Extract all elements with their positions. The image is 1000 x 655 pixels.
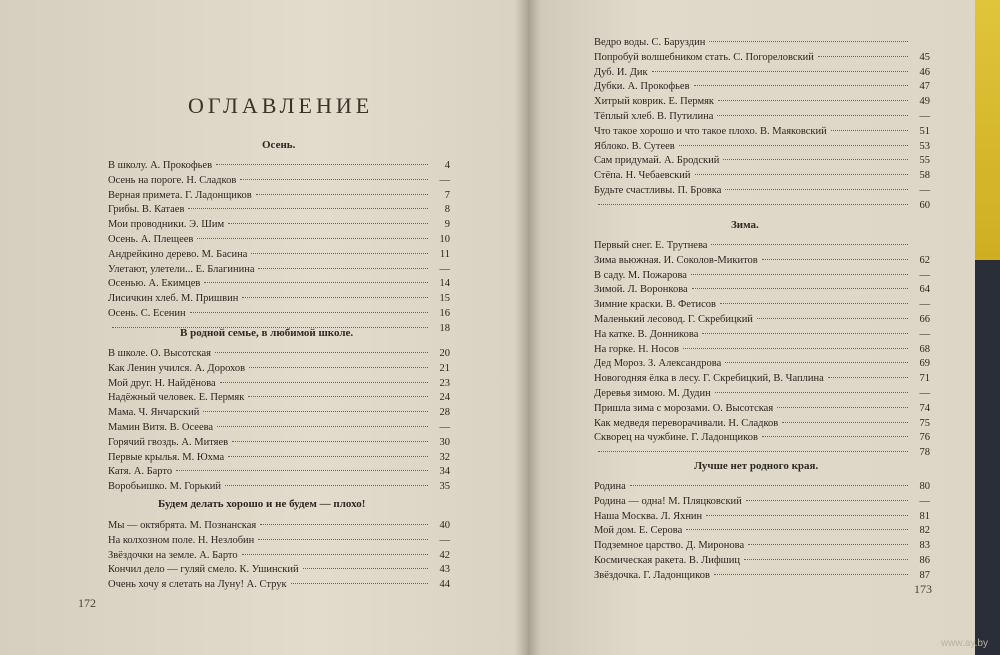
toc-entry-page: 86 (919, 554, 930, 566)
dot-leader (720, 303, 908, 304)
toc-entry-title: Будьте счастливы. П. Бровка (594, 184, 722, 196)
toc-entry (108, 465, 450, 480)
toc-entry-title: Мой друг. Н. Найдёнова (108, 377, 216, 389)
watermark: www.ay.by (940, 638, 988, 649)
toc-entry-title: Улетают, улетели... Е. Благинина (108, 263, 255, 275)
dot-leader (188, 208, 428, 209)
toc-entry-page: 8 (444, 204, 450, 216)
toc-entry (108, 436, 450, 451)
toc-entry (594, 446, 930, 461)
dot-leader (694, 85, 908, 86)
toc-entry (108, 203, 450, 218)
toc-entry-page: — (919, 299, 930, 311)
toc-entry (594, 387, 930, 402)
toc-entry-page: 74 (919, 402, 930, 414)
toc-list-do-good (108, 519, 450, 593)
toc-entry (108, 391, 450, 406)
toc-entry (594, 313, 930, 328)
book-gutter (515, 0, 541, 655)
toc-entry-page: 81 (919, 510, 930, 522)
dot-leader (679, 145, 908, 146)
toc-entry-page: 11 (439, 248, 450, 260)
dot-leader (762, 436, 908, 437)
toc-entry-page: 10 (439, 233, 450, 245)
toc-entry-title: Мамин Витя. В. Осеева (108, 421, 214, 433)
toc-entry-page: 64 (919, 284, 930, 296)
dot-leader (702, 333, 908, 334)
dot-leader (715, 392, 908, 393)
toc-entry-page: 14 (439, 278, 450, 290)
toc-entry (108, 189, 450, 204)
toc-entry (108, 563, 450, 578)
dot-leader (190, 312, 428, 313)
dot-leader (215, 352, 428, 353)
toc-entry-page: — (439, 263, 450, 275)
toc-entry (108, 159, 450, 174)
toc-entry-title: Верная примета. Г. Ладонщиков (108, 189, 252, 201)
toc-entry-page: 35 (439, 481, 450, 493)
toc-entry (108, 233, 450, 248)
toc-entry-page: 42 (439, 549, 450, 561)
dot-leader (216, 164, 428, 165)
toc-entry-title: В школу. А. Прокофьев (108, 160, 213, 171)
toc-entry-page: — (919, 328, 930, 340)
dot-leader (692, 288, 908, 289)
dot-leader (176, 470, 428, 471)
section-heading-family-school: В родной семье, в любимой школе. (180, 327, 354, 339)
dot-leader (683, 348, 908, 349)
toc-entry-page: 20 (439, 348, 450, 359)
dot-leader (225, 485, 428, 486)
toc-list-native-land (594, 480, 930, 584)
dot-leader (256, 194, 428, 195)
toc-entry-page: 62 (919, 254, 930, 266)
dot-leader (725, 362, 908, 363)
dot-leader (695, 174, 908, 175)
toc-entry-title: Андрейкино дерево. М. Басина (108, 248, 248, 260)
toc-entry (594, 51, 930, 66)
toc-entry (108, 578, 450, 593)
toc-entry (594, 80, 930, 95)
toc-entry-title: Мои проводники. Э. Шим (108, 219, 225, 231)
toc-entry-title: Попробуй волшебником стать. С. Погореловский (594, 51, 814, 63)
toc-entry-title: Надёжный человек. Е. Пермяк (108, 392, 245, 404)
toc-entry-page: 46 (919, 66, 930, 78)
dot-leader (757, 318, 908, 319)
toc-entry-title: Первый снег. Е. Трутнева (594, 240, 708, 251)
toc-entry (108, 218, 450, 233)
dot-leader (630, 485, 908, 486)
dot-leader (291, 583, 428, 584)
dot-leader (249, 367, 428, 368)
toc-entry-page: 76 (919, 432, 930, 444)
toc-entry-title: Воробьишко. М. Горький (108, 481, 222, 493)
toc-entry (594, 110, 930, 125)
toc-entry-title: Катя. А. Барто (108, 466, 173, 478)
dot-leader (706, 515, 908, 516)
toc-entry-title: Зимой. Л. Воронкова (594, 284, 688, 296)
toc-entry-title: Как Ленин учился. А. Дорохов (108, 362, 246, 374)
toc-entry (108, 451, 450, 466)
dot-leader (228, 223, 428, 224)
dot-leader (652, 71, 908, 72)
toc-entry (594, 431, 930, 446)
toc-entry (594, 417, 930, 432)
toc-entry-title: На горке. Н. Носов (594, 343, 679, 355)
toc-entry-title: Стёпа. Н. Чебаевский (594, 170, 691, 182)
toc-entry-page: 55 (919, 155, 930, 167)
toc-entry-title: В саду. М. Пожарова (594, 269, 687, 281)
toc-entry (594, 154, 930, 169)
toc-entry-title: Осень на пороге. Н. Сладков (108, 174, 237, 186)
toc-entry-title: Что такое хорошо и что такое плохо. В. Маяковский (594, 125, 827, 137)
toc-entry-page: — (919, 269, 930, 281)
toc-entry-page: 53 (919, 140, 930, 152)
toc-entry-title: Как медведя переворачивали. Н. Сладков (594, 417, 779, 429)
dot-leader (714, 574, 908, 575)
toc-entry-title: Дуб. И. Дик (594, 66, 648, 78)
toc-entry (108, 519, 450, 534)
page-title: ОГЛАВЛЕНИЕ (188, 93, 374, 118)
toc-entry-page: 58 (919, 170, 930, 182)
toc-entry-page: 80 (919, 481, 930, 492)
toc-entry-page: 16 (439, 307, 450, 319)
toc-entry-page: 71 (919, 373, 930, 385)
dot-leader (762, 259, 908, 260)
dot-leader (725, 189, 908, 190)
toc-entry-page: 45 (919, 51, 930, 63)
toc-entry (594, 199, 930, 214)
toc-entry-page: 47 (919, 81, 930, 93)
toc-entry (108, 421, 450, 436)
toc-entry-title: Мама. Ч. Янчарский (108, 407, 200, 419)
toc-entry (594, 254, 930, 269)
dot-leader (260, 524, 428, 525)
toc-entry-title: Подземное царство. Д. Миронова (594, 540, 745, 552)
toc-entry-title: Осень. А. Плещеев (108, 233, 194, 245)
toc-entry-page: 75 (919, 417, 930, 429)
dot-leader (598, 451, 908, 452)
toc-entry-title: Очень хочу я слетать на Луну! А. Струк (108, 579, 287, 591)
dot-leader (818, 56, 908, 57)
toc-entry (108, 263, 450, 278)
toc-entry-page: — (919, 110, 930, 122)
toc-entry (594, 95, 930, 110)
dot-leader (228, 456, 428, 457)
toc-entry-page: 7 (444, 189, 450, 201)
dot-leader (691, 274, 908, 275)
toc-entry-title: Мой дом. Е. Серова (594, 525, 683, 537)
toc-entry-title: Горячий гвоздь. А. Митяев (108, 436, 229, 448)
toc-entry (594, 357, 930, 372)
toc-entry (594, 283, 930, 298)
toc-entry (594, 239, 930, 254)
toc-entry-title: Сам придумай. А. Бродский (594, 155, 720, 167)
dot-leader (777, 407, 908, 408)
dot-leader (717, 115, 908, 116)
toc-entry (108, 277, 450, 292)
section-heading-winter: Зима. (731, 219, 759, 231)
toc-entry-title: Хитрый коврик. Е. Пермяк (594, 96, 715, 108)
dot-leader (220, 382, 428, 383)
toc-entry (594, 169, 930, 184)
toc-entry-page: 51 (919, 125, 930, 137)
dot-leader (303, 568, 428, 569)
dot-leader (686, 529, 908, 530)
toc-entry-title: Мы — октябрята. М. Познанская (108, 520, 257, 531)
toc-entry (594, 343, 930, 358)
toc-entry (594, 184, 930, 199)
dot-leader (718, 100, 908, 101)
toc-entry-title: Зима вьюжная. И. Соколов-Микитов (594, 254, 758, 266)
toc-entry-title: Звёздочки на земле. А. Барто (108, 549, 238, 561)
toc-entry-title: На колхозном поле. Н. Незлобин (108, 534, 255, 546)
toc-entry-title: Зимние краски. В. Фетисов (594, 299, 716, 311)
toc-entry-title: Грибы. В. Катаев (108, 204, 185, 216)
section-heading-do-good: Будем делать хорошо и не будем — плохо! (158, 498, 366, 510)
dot-leader (204, 282, 428, 283)
toc-entry (594, 480, 930, 495)
toc-entry (108, 377, 450, 392)
dot-leader (232, 441, 428, 442)
toc-entry-page: 4 (444, 160, 450, 171)
toc-entry-page: 9 (444, 219, 450, 231)
toc-entry-title: В школе. О. Высотская (108, 348, 212, 359)
toc-entry-page: 66 (919, 313, 930, 325)
page-number-left: 172 (78, 596, 96, 610)
toc-entry-page: 28 (439, 407, 450, 419)
toc-entry (594, 36, 930, 51)
section-heading-autumn: Осень. (262, 139, 296, 151)
toc-entry-page: 68 (919, 343, 930, 355)
dot-leader (828, 377, 908, 378)
toc-entry (594, 125, 930, 140)
toc-entry-page: — (439, 534, 450, 546)
toc-entry-title: Яблоко. В. Сутеев (594, 140, 675, 152)
toc-entry-title: Звёздочка. Г. Ладонщиков (594, 569, 710, 581)
toc-entry (108, 174, 450, 189)
toc-entry (594, 539, 930, 554)
toc-entry (108, 292, 450, 307)
toc-entry-page: 40 (439, 520, 450, 531)
toc-entry (108, 362, 450, 377)
toc-entry-title: Новогодняя ёлка в лесу. Г. Скребицкий, В. Чаплина (594, 373, 824, 385)
toc-entry (108, 347, 450, 362)
toc-entry-title: Ведро воды. С. Баруздин (594, 37, 706, 48)
toc-list-family-school (108, 347, 450, 495)
toc-entry-title: Наша Москва. Л. Яхнин (594, 510, 703, 522)
dot-leader (217, 426, 428, 427)
toc-entry-title: Дед Мороз. З. Александрова (594, 358, 722, 370)
toc-entry-title: Скворец на чужбине. Г. Ладонщиков (594, 432, 758, 444)
toc-entry-title: Родина (594, 481, 626, 492)
toc-entry-page: 43 (439, 564, 450, 576)
dot-leader (746, 500, 908, 501)
toc-entry-page: — (919, 184, 930, 196)
toc-list-autumn (108, 159, 450, 337)
toc-entry-title: Первые крылья. М. Юхма (108, 451, 225, 463)
toc-entry (108, 534, 450, 549)
dot-leader (240, 179, 428, 180)
toc-entry-page: 60 (919, 199, 930, 211)
right-page (528, 0, 975, 655)
toc-entry (594, 328, 930, 343)
dot-leader (711, 244, 908, 245)
toc-entry-title: Осень. С. Есенин (108, 307, 186, 319)
toc-entry (108, 248, 450, 263)
toc-entry-page: 82 (919, 525, 930, 537)
toc-entry-title: Лисичкин хлеб. М. Пришвин (108, 293, 239, 305)
toc-entry-title: Дубки. А. Прокофьев (594, 81, 690, 93)
dot-leader (248, 396, 428, 397)
toc-entry-page: 83 (919, 540, 930, 552)
page-number-right: 173 (914, 582, 932, 596)
dot-leader (709, 41, 908, 42)
dot-leader (723, 159, 908, 160)
toc-entry (594, 298, 930, 313)
toc-entry-page: 15 (439, 293, 450, 305)
dot-leader (782, 422, 908, 423)
toc-entry-page: 34 (439, 466, 450, 478)
toc-entry (594, 66, 930, 81)
toc-entry-page: 32 (439, 451, 450, 463)
toc-entry-title: Тёплый хлеб. В. Путилина (594, 110, 714, 122)
toc-entry (594, 402, 930, 417)
toc-entry-title: Пришла зима с морозами. О. Высотская (594, 402, 774, 414)
dot-leader (203, 411, 428, 412)
toc-entry (594, 554, 930, 569)
toc-entry-page: 49 (919, 96, 930, 108)
toc-entry-page: 30 (439, 436, 450, 448)
toc-entry-page: 69 (919, 358, 930, 370)
dot-leader (197, 238, 428, 239)
toc-entry-page: 44 (439, 579, 450, 591)
toc-entry-page: 87 (919, 569, 930, 581)
toc-entry (108, 549, 450, 564)
dot-leader (242, 554, 428, 555)
section-heading-native-land: Лучше нет родного края. (694, 460, 819, 472)
toc-entry (594, 524, 930, 539)
dot-leader (251, 253, 428, 254)
toc-entry (594, 495, 930, 510)
toc-entry (594, 269, 930, 284)
toc-entry-title: Маленький лесовод. Г. Скребицкий (594, 313, 753, 325)
toc-entry-title: Осенью. А. Екимцев (108, 278, 201, 290)
toc-entry (108, 480, 450, 495)
toc-entry-page: — (919, 495, 930, 507)
toc-entry-page: 23 (439, 377, 450, 389)
toc-entry (108, 406, 450, 421)
toc-entry-title: На катке. В. Донникова (594, 328, 699, 340)
dot-leader (598, 204, 908, 205)
toc-list-winter (594, 239, 930, 461)
toc-entry-page: 21 (439, 362, 450, 374)
dot-leader (748, 544, 908, 545)
toc-entry-page: — (439, 421, 450, 433)
toc-list-continued (594, 36, 930, 214)
toc-entry-title: Космическая ракета. В. Лифшиц (594, 554, 740, 566)
dot-leader (258, 539, 428, 540)
toc-entry (594, 140, 930, 155)
toc-entry-title: Родина — одна! М. Пляцковский (594, 495, 742, 507)
dot-leader (242, 297, 428, 298)
toc-entry (108, 307, 450, 322)
toc-entry-title: Кончил дело — гуляй смело. К. Ушинский (108, 564, 299, 576)
dot-leader (831, 130, 908, 131)
toc-entry-page: 78 (919, 447, 930, 459)
toc-entry-title: Деревья зимою. М. Дудин (594, 387, 711, 399)
toc-entry (594, 372, 930, 387)
toc-entry-page: — (919, 387, 930, 399)
dot-leader (744, 559, 908, 560)
toc-entry-page: — (439, 174, 450, 186)
toc-entry-page: 24 (439, 392, 450, 404)
toc-entry (594, 569, 930, 584)
toc-entry-page: 18 (439, 322, 450, 334)
toc-entry (594, 510, 930, 525)
dot-leader (258, 268, 428, 269)
